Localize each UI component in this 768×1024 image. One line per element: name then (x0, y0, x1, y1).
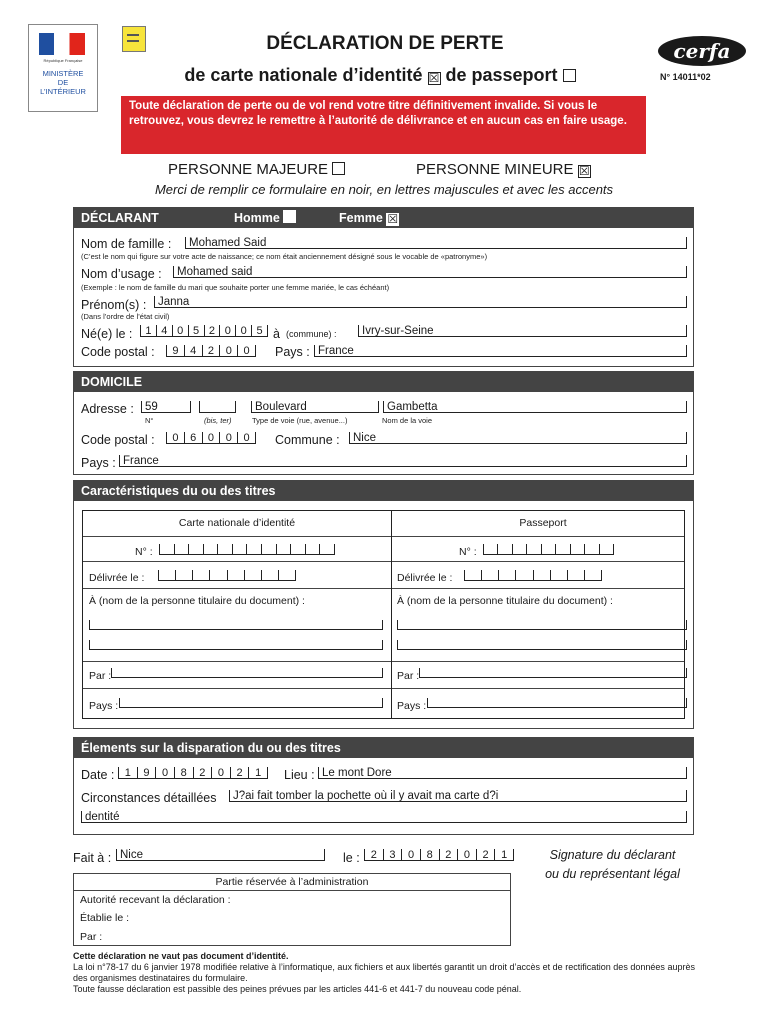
cni-delivree-label: Délivrée le : (89, 572, 145, 584)
le-label: le : (343, 851, 360, 865)
cni-no-field[interactable] (159, 544, 335, 555)
ministry-logo (28, 24, 98, 112)
note-num: N° (145, 416, 154, 425)
signature-caption: Signature du déclarant ou du représentant légal (545, 848, 680, 881)
a-label: à (273, 327, 280, 341)
note-bis: (bis, ter) (204, 416, 232, 425)
cni-column-header: Carte nationale d’identité (178, 517, 296, 529)
commune-label: (commune) : (286, 329, 337, 339)
commune-field[interactable]: Ivry-sur-Seine (358, 325, 687, 337)
pays-field[interactable]: France (314, 345, 687, 357)
cni-checkbox[interactable]: ☒ (428, 71, 440, 85)
passport-delivree-label: Délivrée le : (397, 572, 453, 584)
passport-no-label: N° : (459, 546, 477, 558)
majeure-option: PERSONNE MAJEURE (168, 161, 345, 178)
cp-field[interactable]: 9 4 2 0 0 (166, 345, 256, 357)
cni-pays-field[interactable] (119, 698, 383, 708)
mineure-checkbox[interactable]: ☒ (578, 164, 590, 178)
admin-autorite: Autorité recevant la déclaration : (80, 894, 231, 906)
cni-no-label: N° : (135, 546, 153, 558)
disparition-section (73, 737, 694, 835)
cerfa-number: N° 14011*02 (660, 72, 711, 82)
lieu-label: Lieu : (284, 768, 315, 782)
passport-pays-field[interactable] (427, 698, 687, 708)
usage-label: Nom d’usage : (81, 267, 162, 281)
footer-line1: Cette déclaration ne vaut pas document d’identité. (73, 951, 289, 961)
cni-pays-label: Pays : (89, 700, 119, 712)
adresse-label: Adresse : (81, 402, 134, 416)
circonstances-field-1[interactable]: J?ai fait tomber la pochette où il y avait ma carte d?i (229, 790, 687, 802)
footer-line2: La loi n°78-17 du 6 janvier 1978 modifiée relative à l’informatique, aux fichiers et aux libertés garantit un droit d’accès et de rectification des données auprès des organismes destinataires du formulaire. (73, 962, 695, 983)
note-type: Type de voie (rue, avenue...) (252, 416, 348, 425)
admin-par: Par : (80, 931, 103, 943)
dom-commune-label: Commune : (275, 433, 340, 447)
cerfa-logo: cerfa (658, 36, 746, 66)
declarant-heading: DÉCLARANT Homme Femme ☒ (74, 208, 693, 228)
fait-label: Fait à : (73, 851, 112, 865)
passport-checkbox[interactable] (563, 69, 576, 82)
page-subtitle: de carte nationale d’identité ☒ de passeport (140, 65, 620, 86)
note-nom: Nom de la voie (382, 416, 433, 425)
cni-par-label: Par : (89, 670, 112, 682)
usage-note: (Exemple : le nom de famille du mari que souhaite porter une femme mariée, le cas échéant) (81, 283, 390, 292)
dom-cp-label: Code postal : (81, 433, 155, 447)
logo-rf-text: République Française (43, 58, 83, 63)
disparition-heading: Élements sur la disparation du ou des titres (74, 738, 693, 758)
passport-no-field[interactable] (483, 544, 614, 555)
warning-banner: Toute déclaration de perte ou de vol rend votre titre définitivement invalide. Si vous le retrouvez, vous devrez le remettre à l’autorité de délivrance et en aucun cas en faire usage. (121, 96, 646, 154)
passport-par-label: Par : (397, 670, 420, 682)
instructions: Merci de remplir ce formulaire en noir, en lettres majuscules et avec les accents (154, 182, 614, 197)
femme-checkbox[interactable]: ☒ (387, 212, 399, 226)
cni-par-field[interactable] (111, 668, 383, 678)
nom-note: (C’est le nom qui figure sur votre acte de naissance; ce nom était anciennement désigné sous le vocable de «patronyme») (81, 252, 488, 261)
numero-field[interactable]: 59 (141, 401, 191, 413)
cni-titulaire-line-2[interactable] (89, 640, 383, 650)
passport-titulaire-line-1[interactable] (397, 620, 687, 630)
naissance-date-field[interactable]: 1 4 0 5 2 0 0 5 (140, 325, 268, 337)
dom-cp-field[interactable]: 0 6 0 0 0 (166, 432, 256, 444)
footer-line3: Toute fausse déclaration est passible des peines prévues par les articles 441-6 et 441-7 du nouveau code pénal. (73, 984, 522, 994)
titres-heading: Caractéristiques du ou des titres (74, 481, 693, 501)
naissance-label: Né(e) le : (81, 327, 133, 341)
bis-field[interactable] (199, 401, 236, 413)
titres-table (82, 510, 685, 719)
voie-type-field[interactable]: Boulevard (251, 401, 379, 413)
domicile-section (73, 371, 694, 475)
usage-field[interactable]: Mohamed said (173, 266, 687, 278)
fait-field[interactable]: Nice (116, 849, 325, 861)
pays-label: Pays : (275, 345, 310, 359)
ministry-name: MINISTÈRE DE L’INTÉRIEUR (29, 69, 97, 109)
mineure-option: PERSONNE MINEURE ☒ (416, 161, 590, 178)
domicile-heading: DOMICILE (74, 372, 693, 392)
note-icon[interactable] (122, 26, 146, 52)
nom-field[interactable]: Mohamed Said (185, 237, 687, 249)
date-field[interactable]: 1 9 0 8 2 0 2 1 (118, 767, 268, 779)
prenom-label: Prénom(s) : (81, 298, 147, 312)
footer (73, 951, 695, 995)
le-date-field[interactable]: 2 3 0 8 2 0 2 1 (364, 849, 514, 861)
date-label: Date : (81, 768, 115, 782)
cni-titulaire-line-1[interactable] (89, 620, 383, 630)
prenom-field[interactable]: Janna (154, 296, 687, 308)
passport-delivree-field[interactable] (464, 570, 602, 581)
majeure-checkbox[interactable] (332, 162, 345, 175)
passport-pays-label: Pays : (397, 700, 427, 712)
dom-pays-field[interactable]: France (119, 455, 687, 467)
lieu-field[interactable]: Le mont Dore (318, 767, 687, 779)
declarant-section (73, 207, 694, 367)
page-title: DÉCLARATION DE PERTE (266, 33, 504, 54)
passport-titulaire-line-2[interactable] (397, 640, 687, 650)
admin-box (73, 873, 511, 946)
voie-nom-field[interactable]: Gambetta (383, 401, 687, 413)
nom-label: Nom de famille : (81, 237, 172, 251)
passport-column-header: Passeport (519, 517, 567, 529)
dom-commune-field[interactable]: Nice (349, 432, 687, 444)
circonstances-label: Circonstances détaillées (81, 791, 217, 805)
cni-titulaire-label: À (nom de la personne titulaire du document) : (89, 595, 305, 607)
cni-delivree-field[interactable] (158, 570, 296, 581)
dom-pays-label: Pays : (81, 456, 116, 470)
titres-section (73, 480, 694, 729)
cp-label: Code postal : (81, 345, 155, 359)
circonstances-field-2[interactable]: dentité (81, 811, 687, 823)
homme-checkbox[interactable] (283, 210, 296, 223)
prenom-note: (Dans l’ordre de l’état civil) (81, 312, 170, 321)
passport-titulaire-label: À (nom de la personne titulaire du document) : (397, 595, 613, 607)
admin-heading: Partie réservée à l’administration (74, 874, 510, 891)
passport-par-field[interactable] (419, 668, 687, 678)
admin-etablie: Établie le : (80, 912, 130, 924)
marianne-flag-icon (39, 33, 85, 55)
